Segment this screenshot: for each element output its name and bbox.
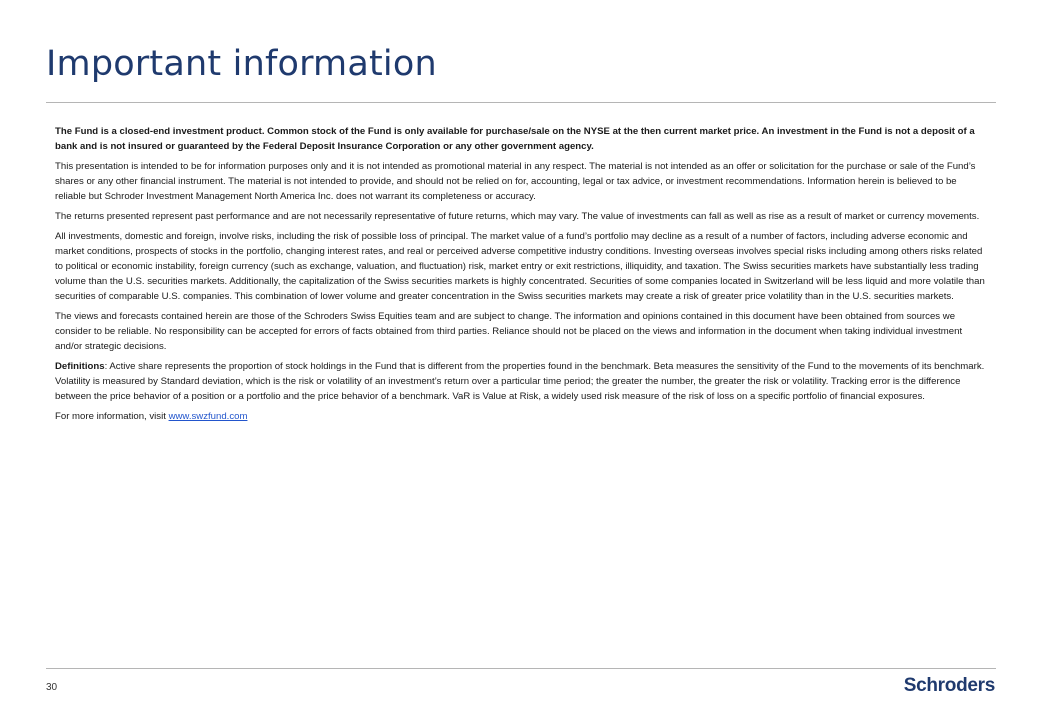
page-title: Important information [46, 44, 437, 84]
more-info-text: For more information, visit [55, 411, 169, 422]
risk-paragraph: All investments, domestic and foreign, involve risks, including the risk of possible loss of principal. The market value of a fund’s portfolio may decline as a result of a number of factors, including adverse economic and market conditions, prospects of stocks in the portfolio, changing interest rates, and real or perceived adverse competitive industry conditions. Investing overseas involves special risks including among others risks related to political or economic instability, foreign currency (such as exchange, valuation, and fluctuation) risk, market entry or exit restrictions, illiquidity, and taxation. The Swiss securities markets have substantially less trading volume than the U.S. securities markets. Additionally, the capitalization of the Swiss securities markets is highly concentrated. Securities of some companies located in Switzerland will be less liquid and more volatile than securities of comparable U.S. companies. This combination of lower volume and greater concentration in the Swiss securities markets may create a risk of greater price volatility than in the U.S. securities markets. [55, 231, 985, 302]
fund-website-link[interactable]: www.swzfund.com [168, 411, 248, 422]
footer-divider [46, 668, 996, 669]
views-paragraph: The views and forecasts contained herein are those of the Schroders Swiss Equities team and are subject to change. The information and opinions contained in this document have been obtained from sources we consider to be reliable. No responsibility can be accepted for errors of facts obtained from third parties. Reliance should not be placed on the views and information in the document when taking individual investment and/or strategic decisions. [55, 311, 963, 352]
definitions-paragraph [55, 359, 990, 404]
more-info-paragraph [55, 409, 990, 424]
definitions-text: : Active share represents the proportion of stock holdings in the Fund that is different from the properties found in the benchmark. Beta measures the sensitivity of the Fund to the movements of its benchmark. Volatility is measured by Standard deviation, which is the risk or volatility of an investment’s return over a particular time period; the greater the number, the greater the risk or volatility. Tracking error is the difference between the price behavior of a position or a portfolio and the price behavior of a benchmark. VaR is Value at Risk, a widely used risk measure of the risk of loss on a specific portfolio of financial exposures. [55, 361, 985, 402]
schroders-logo: Schroders [903, 675, 995, 696]
fund-disclaimer-paragraph: The Fund is a closed-end investment product. Common stock of the Fund is only available for purchase/sale on the NYSE at the then current market price. An investment in the Fund is not a deposit of a bank and is not insured or guaranteed by the Federal Deposit Insurance Corporation or any other government agency. [55, 126, 975, 152]
definitions-label: Definitions [55, 361, 105, 372]
purpose-paragraph: This presentation is intended to be for information purposes only and it is not intended as promotional material in any respect. The material is not intended as an offer or solicitation for the purchase or sale of the Fund’s shares or any other financial instrument. The material is not intended to provide, and should not be relied on for, accounting, legal or tax advice, or investment recommendations. Information herein is believed to be reliable but Schroder Investment Management North America Inc. does not warrant its completeness or accuracy. [55, 161, 976, 202]
page-number: 30 [46, 682, 58, 693]
past-performance-paragraph: The returns presented represent past performance and are not necessarily representative of future returns, which may vary. The value of investments can fall as well as rise as a result of market or currency movements. [55, 211, 980, 222]
disclosure-body [55, 124, 990, 429]
header-divider [46, 102, 996, 103]
